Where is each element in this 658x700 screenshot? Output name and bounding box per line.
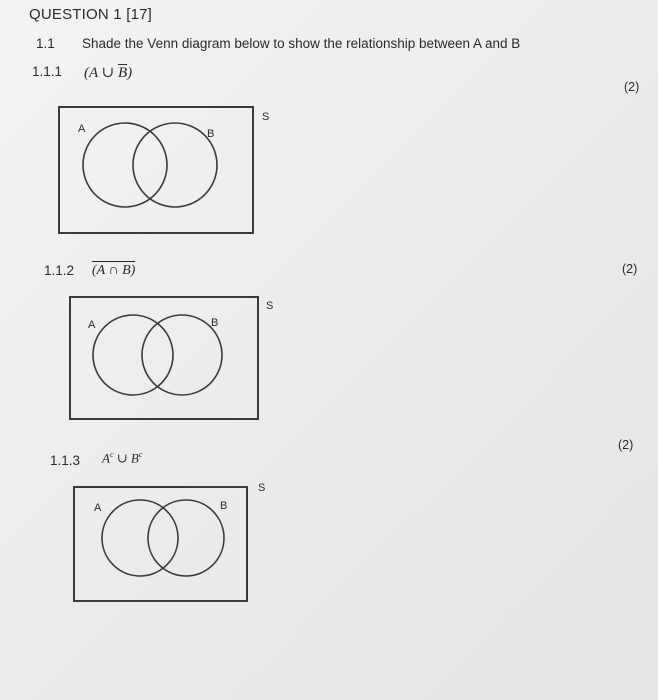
part-3-expr-sup-b: c: [138, 450, 143, 459]
part-2-set-b-label: B: [211, 317, 219, 329]
part-2-universe-label: S: [266, 300, 274, 312]
part-1-universe-label: S: [262, 111, 270, 123]
question-number: 1.1: [36, 36, 55, 51]
part-3-set-a-label: A: [94, 502, 102, 514]
part-3-universe-label: S: [258, 482, 266, 494]
part-3-expr-a: A: [102, 450, 110, 466]
part-3-circle-b: [148, 500, 224, 576]
part-1-marks: (2): [624, 80, 640, 94]
part-2-number: 1.1.2: [44, 263, 75, 278]
part-3-marks: (2): [618, 438, 634, 452]
part-1-expr-open: (A ∪: [84, 65, 118, 81]
part-2-marks: (2): [622, 262, 638, 276]
part-1-set-a-label: A: [78, 123, 86, 135]
part-1-expr-bar: $\overline{B}$: [117, 65, 128, 81]
part-1-expr-close: ): [127, 65, 133, 81]
part-3-number: 1.1.3: [50, 453, 81, 468]
part-3-circle-a: [102, 500, 178, 576]
part-1-set-b-label: B: [207, 128, 215, 140]
part-2-set-a-label: A: [88, 319, 96, 331]
part-3-expr-mid: ∪ B: [113, 450, 139, 466]
part-2-expr-text: (A ∩ B): [92, 263, 136, 278]
question-instruction: Shade the Venn diagram below to show the relationship between A and B: [82, 36, 521, 51]
part-1-number: 1.1.1: [32, 64, 63, 79]
question-title: QUESTION 1 [17]: [29, 6, 153, 23]
part-3-set-b-label: B: [220, 500, 228, 512]
part-3-expr-sup-a: c: [109, 450, 114, 459]
